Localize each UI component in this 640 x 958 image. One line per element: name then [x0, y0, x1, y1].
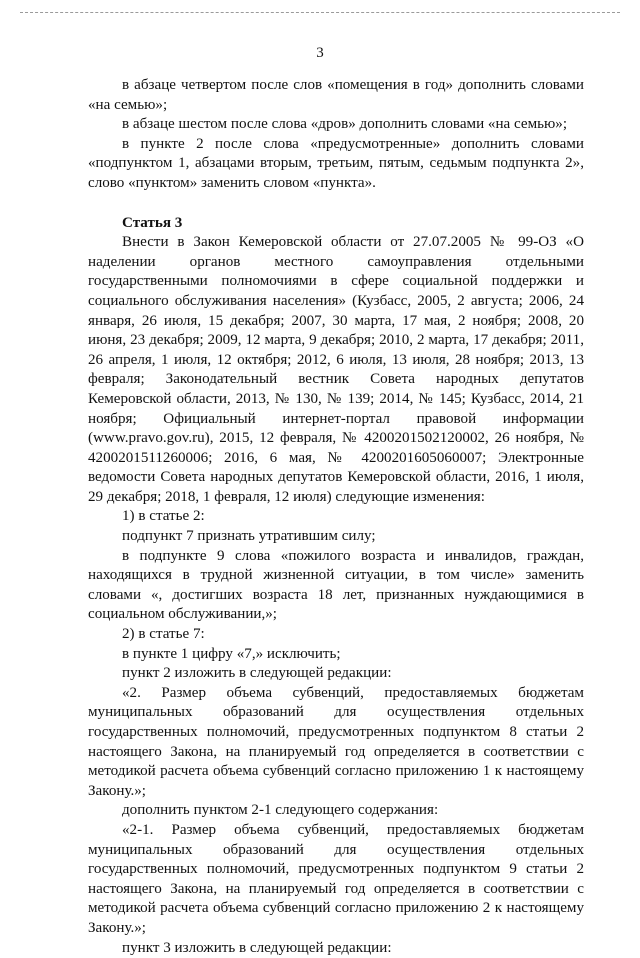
paragraph-article3-intro: Внести в Закон Кемеровской области от 27.07.2005 № 99-ОЗ «О наделении органов местного самоуправления отдельными государственными полномочиями в сфере социальной поддержки и социального обслуживания населения» (Кузбасс, 2005, 2 августа; 2006, 24 января, 26 июля, 15 декабря; 2007, 30 марта, 17 мая, 2 ноября; 2008, 20 июня, 23 декабря; 2009, 12 марта, 9 декабря; 2010, 2 марта, 17 декабря; 2011, 26 апреля, 1 июля, 12 октября; 2012, 6 июля, 13 июля, 28 ноября; 2013, 13 февраля; Законодательный вестник Совета народных депутатов Кемеровской области, 2013, № 130, № 139; 2014, № 145; Кузбасс, 2014, 21 ноября; Официальный интернет-портал правовой информации (www.pravo.gov.ru), 2015, 12 февраля, № 4200201502120002, 26 ноября, № 4200201511260006; 2016, 6 мая, № 4200201605060007; Электронные ведомости Совета народных депутатов Кемеровской области, 2016, 1 июля, 29 декабря; 2018, 1 февраля, 12 июля) следующие изменения: — [88, 234, 584, 505]
paragraph-subitem-9: в подпункте 9 слова «пожилого возраста и инвалидов, граждан, находящихся в трудной жизненной ситуации, в том числе» заменить словами «, достигших возраста 18 лет, признанных нуждающимися в социальном обслуживании,»; — [88, 547, 584, 623]
page-number: 3 — [316, 45, 324, 61]
paragraph-amend-para4: в абзаце четвертом после слов «помещения в год» дополнить словами «на семью»; — [88, 77, 584, 113]
paragraph-amend-para6: в абзаце шестом после слова «дров» дополнить словами «на семью»; — [122, 116, 568, 133]
paragraph-subitem-7: подпункт 7 признать утратившим силу; — [122, 528, 376, 545]
document-body — [88, 76, 584, 958]
paragraph-point2-text: «2. Размер объема субвенций, предоставляемых бюджетам муниципальных образований для осуществления отдельных государственных полномочий, предусмотренных подпунктом 8 статьи 2 настоящего Закона, на планируемый год определяется в соответствии с методикой расчета объема субвенций согласно приложению 1 к настоящему Закону.»; — [88, 684, 584, 799]
paragraph-item-1: 1) в статье 2: — [122, 508, 205, 525]
scan-edge-line — [20, 12, 620, 13]
paragraph-point2-1-intro: дополнить пунктом 2-1 следующего содержания: — [122, 802, 439, 819]
paragraph-point2-intro: пункт 2 изложить в следующей редакции: — [122, 665, 392, 682]
paragraph-point2-1-text: «2-1. Размер объема субвенций, предоставляемых бюджетам муниципальных образований для осуществления отдельных государственных полномочий, предусмотренных подпунктом 9 статьи 2 настоящего Закона, на планируемый год определяется в соответствии с методикой расчета объема субвенций согласно приложению 2 к настоящему Закону.»; — [88, 821, 584, 936]
article-3-heading: Статья 3 — [122, 214, 183, 231]
paragraph-point3-intro: пункт 3 изложить в следующей редакции: — [122, 939, 392, 956]
paragraph-point1-change: в пункте 1 цифру «7,» исключить; — [122, 645, 341, 662]
paragraph-item-2: 2) в статье 7: — [122, 626, 205, 643]
paragraph-amend-point2: в пункте 2 после слова «предусмотренные» дополнить словами «подпунктом 1, абзацами вторым, третьим, пятым, седьмым подпункта 2», слово «пунктом» заменить словом «пункта». — [88, 135, 584, 191]
